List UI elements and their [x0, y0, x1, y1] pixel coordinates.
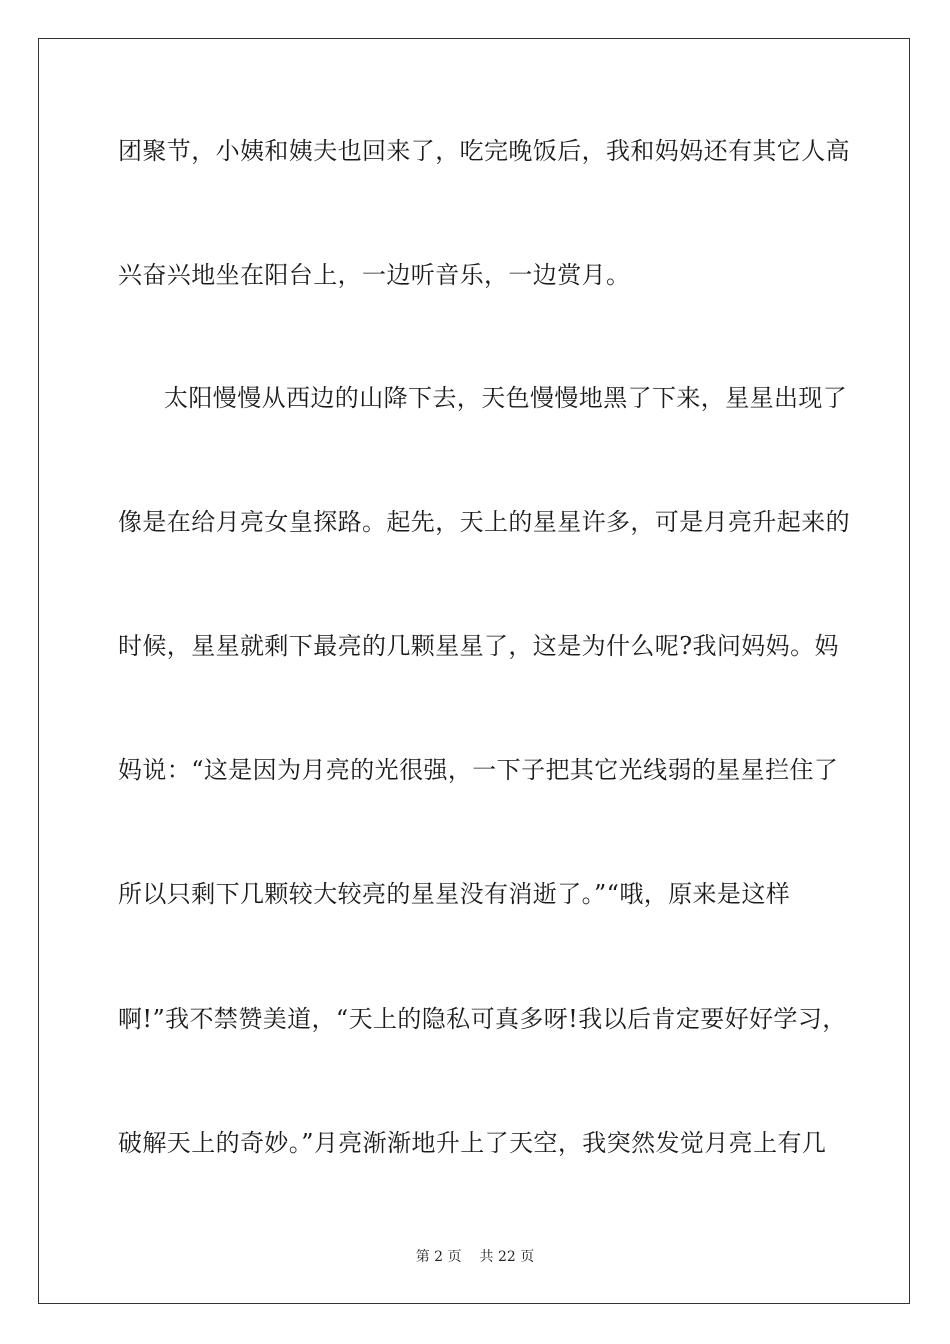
page-border [38, 38, 910, 1304]
text-line: 破解天上的奇妙。”月亮渐渐地升上了天空，我突然发觉月亮上有几 [118, 1129, 827, 1157]
page-total: 共 22 页 [479, 1249, 535, 1265]
page-footer [0, 1248, 950, 1266]
text-line: 啊!”我不禁赞美道，“天上的隐私可真多呀!我以后肯定要好好学习， [118, 1005, 847, 1033]
text-line: 兴奋兴地坐在阳台上，一边听音乐，一边赏月。 [118, 261, 631, 289]
text-line: 时候，星星就剩下最亮的几颗星星了，这是为什么呢?我问妈妈。妈 [118, 632, 839, 660]
text-line: 团聚节，小姨和姨夫也回来了，吃完晚饭后，我和妈妈还有其它人高 [118, 137, 850, 165]
page-number: 第 2 页 [415, 1249, 462, 1265]
text-line: 所以只剩下几颗较大较亮的星星没有消逝了。”“哦，原来是这样 [118, 880, 791, 908]
paragraph-first-line: 太阳慢慢从西边的山降下去，天色慢慢地黑了下来，星星出现了 [164, 384, 848, 412]
text-line: 妈说：“这是因为月亮的光很强，一下子把其它光线弱的星星拦住了 [118, 756, 839, 784]
text-line: 像是在给月亮女皇探路。起先，天上的星星许多，可是月亮升起来的 [118, 508, 850, 536]
